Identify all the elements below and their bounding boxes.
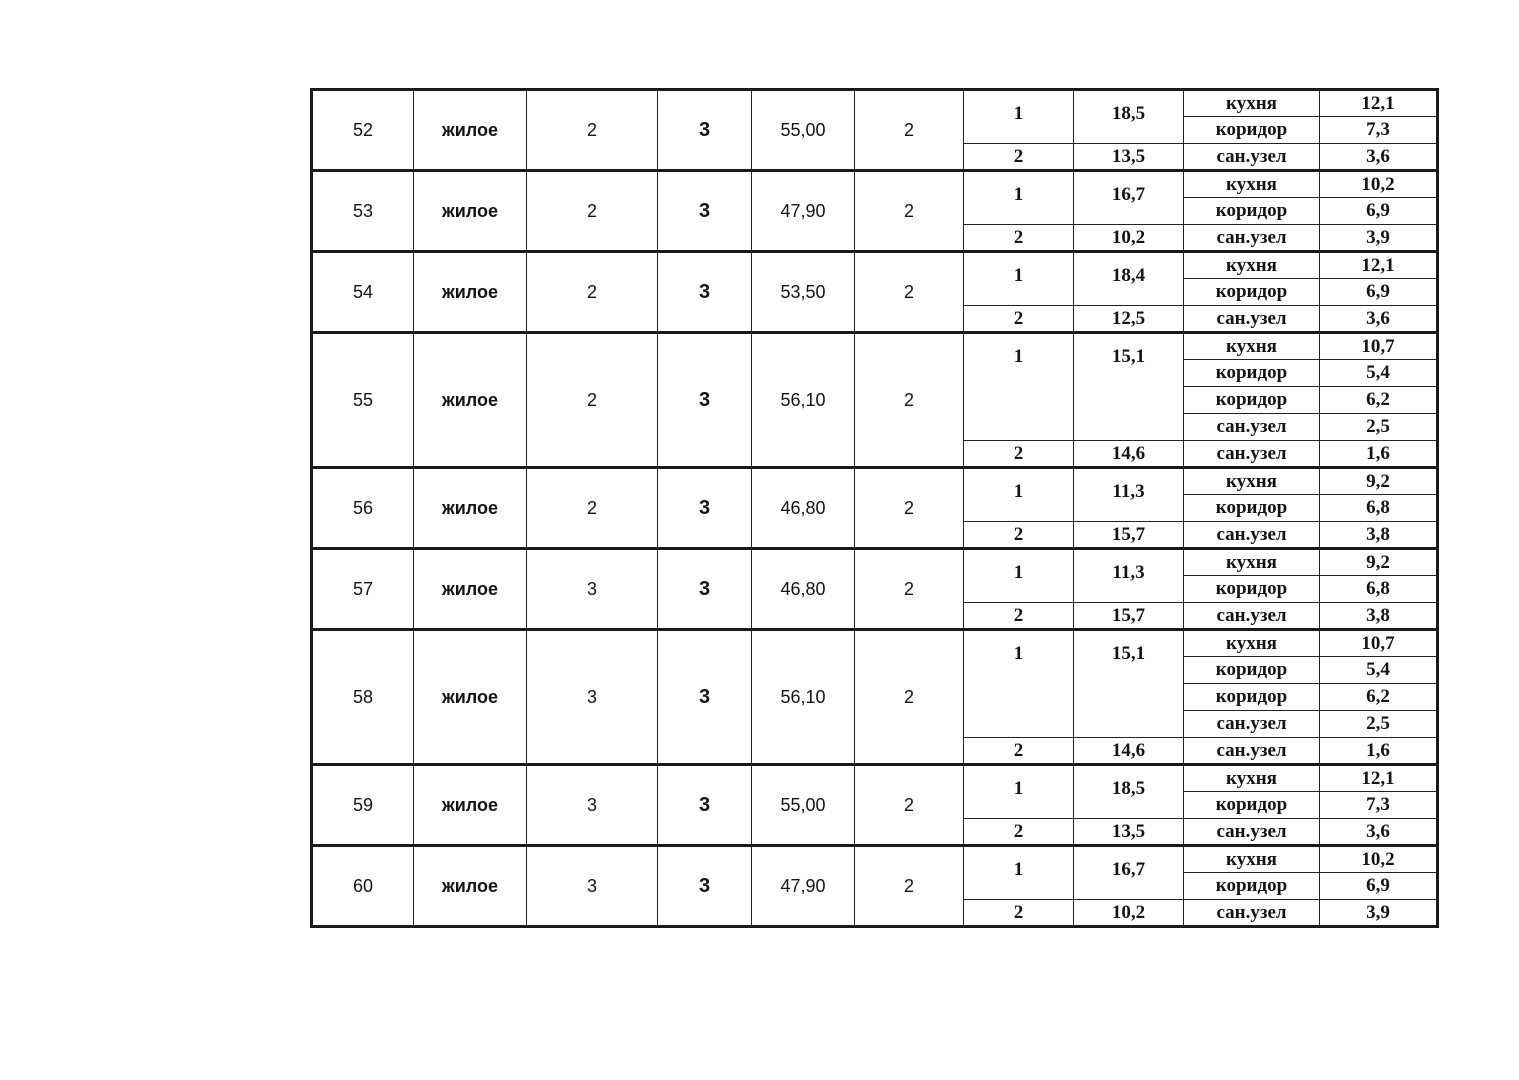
room-number: 2 (964, 900, 1074, 927)
entrance-cell: 3 (658, 846, 752, 927)
aux-room-name: сан.узел (1184, 144, 1320, 171)
table-row (312, 630, 1438, 657)
aux-room-name: кухня (1184, 468, 1320, 495)
aux-room-area: 9,2 (1320, 549, 1438, 576)
rooms-count-cell: 2 (855, 630, 964, 765)
aux-room-area: 10,7 (1320, 333, 1438, 360)
room-area: 18,5 (1074, 765, 1184, 819)
aux-room-area: 3,8 (1320, 603, 1438, 630)
aux-room-name: кухня (1184, 765, 1320, 792)
apartment-type: жилое (414, 90, 527, 171)
aux-room-area: 6,9 (1320, 198, 1438, 225)
entrance-cell: 3 (658, 333, 752, 468)
entrance-cell: 3 (658, 171, 752, 252)
apartment-group (312, 468, 1438, 549)
total-area-cell: 47,90 (752, 846, 855, 927)
apartment-group (312, 630, 1438, 765)
aux-room-name: кухня (1184, 846, 1320, 873)
aux-room-name: сан.узел (1184, 225, 1320, 252)
room-number: 1 (964, 90, 1074, 144)
room-number: 1 (964, 468, 1074, 522)
aux-room-area: 9,2 (1320, 468, 1438, 495)
apartment-type: жилое (414, 630, 527, 765)
aux-room-area: 5,4 (1320, 360, 1438, 387)
floor-cell: 3 (527, 630, 658, 765)
room-area: 15,7 (1074, 522, 1184, 549)
aux-room-name: сан.узел (1184, 711, 1320, 738)
table-row (312, 171, 1438, 198)
total-area-cell: 55,00 (752, 90, 855, 171)
total-area-cell: 55,00 (752, 765, 855, 846)
aux-room-name: кухня (1184, 252, 1320, 279)
aux-room-area: 6,2 (1320, 684, 1438, 711)
room-number: 1 (964, 846, 1074, 900)
room-area: 15,7 (1074, 603, 1184, 630)
entrance-cell: 3 (658, 468, 752, 549)
aux-room-name: кухня (1184, 333, 1320, 360)
apartment-type: жилое (414, 549, 527, 630)
aux-room-name: коридор (1184, 279, 1320, 306)
room-area: 15,1 (1074, 333, 1184, 441)
rooms-count-cell: 2 (855, 468, 964, 549)
rooms-count-cell: 2 (855, 846, 964, 927)
apartment-number: 54 (312, 252, 414, 333)
aux-room-name: сан.узел (1184, 603, 1320, 630)
apartment-number: 58 (312, 630, 414, 765)
aux-room-name: коридор (1184, 576, 1320, 603)
aux-room-name: коридор (1184, 198, 1320, 225)
total-area-cell: 46,80 (752, 468, 855, 549)
aux-room-name: кухня (1184, 171, 1320, 198)
table-row (312, 765, 1438, 792)
rooms-count-cell: 2 (855, 765, 964, 846)
floor-cell: 3 (527, 549, 658, 630)
aux-room-name: коридор (1184, 657, 1320, 684)
aux-room-name: сан.узел (1184, 819, 1320, 846)
room-area: 14,6 (1074, 441, 1184, 468)
floor-cell: 2 (527, 333, 658, 468)
room-number: 1 (964, 765, 1074, 819)
aux-room-area: 3,9 (1320, 225, 1438, 252)
apartment-type: жилое (414, 333, 527, 468)
apartment-group (312, 333, 1438, 468)
entrance-cell: 3 (658, 90, 752, 171)
aux-room-name: сан.узел (1184, 306, 1320, 333)
entrance-cell: 3 (658, 252, 752, 333)
room-number: 1 (964, 171, 1074, 225)
entrance-cell: 3 (658, 630, 752, 765)
apartment-number: 53 (312, 171, 414, 252)
rooms-count-cell: 2 (855, 549, 964, 630)
aux-room-name: сан.узел (1184, 522, 1320, 549)
entrance-cell: 3 (658, 765, 752, 846)
aux-room-name: сан.узел (1184, 738, 1320, 765)
apartment-number: 60 (312, 846, 414, 927)
aux-room-area: 3,6 (1320, 144, 1438, 171)
room-area: 13,5 (1074, 144, 1184, 171)
apartment-group (312, 765, 1438, 846)
apartment-group (312, 252, 1438, 333)
apartment-type: жилое (414, 252, 527, 333)
room-area: 11,3 (1074, 549, 1184, 603)
room-area: 16,7 (1074, 846, 1184, 900)
total-area-cell: 56,10 (752, 333, 855, 468)
entrance-cell: 3 (658, 549, 752, 630)
room-area: 14,6 (1074, 738, 1184, 765)
room-area: 10,2 (1074, 225, 1184, 252)
aux-room-area: 2,5 (1320, 711, 1438, 738)
total-area-cell: 47,90 (752, 171, 855, 252)
apartment-group (312, 549, 1438, 630)
room-area: 12,5 (1074, 306, 1184, 333)
aux-room-area: 7,3 (1320, 117, 1438, 144)
aux-room-area: 10,7 (1320, 630, 1438, 657)
apartment-number: 56 (312, 468, 414, 549)
room-number: 2 (964, 306, 1074, 333)
table-row (312, 333, 1438, 360)
aux-room-area: 1,6 (1320, 441, 1438, 468)
floor-cell: 2 (527, 171, 658, 252)
aux-room-area: 1,6 (1320, 738, 1438, 765)
floor-cell: 2 (527, 90, 658, 171)
floor-cell: 2 (527, 468, 658, 549)
aux-room-name: кухня (1184, 630, 1320, 657)
aux-room-name: коридор (1184, 495, 1320, 522)
aux-room-area: 7,3 (1320, 792, 1438, 819)
room-number: 1 (964, 333, 1074, 441)
aux-room-area: 6,9 (1320, 873, 1438, 900)
apartment-number: 55 (312, 333, 414, 468)
aux-room-area: 12,1 (1320, 252, 1438, 279)
apartment-type: жилое (414, 846, 527, 927)
aux-room-area: 3,6 (1320, 306, 1438, 333)
apartment-group (312, 846, 1438, 927)
aux-room-area: 10,2 (1320, 171, 1438, 198)
aux-room-area: 3,8 (1320, 522, 1438, 549)
table-row (312, 252, 1438, 279)
aux-room-area: 12,1 (1320, 90, 1438, 117)
apartment-group (312, 90, 1438, 171)
room-number: 2 (964, 738, 1074, 765)
aux-room-area: 6,9 (1320, 279, 1438, 306)
table-row (312, 468, 1438, 495)
rooms-count-cell: 2 (855, 171, 964, 252)
aux-room-area: 6,8 (1320, 495, 1438, 522)
table-row (312, 90, 1438, 117)
aux-room-name: коридор (1184, 360, 1320, 387)
room-area: 18,5 (1074, 90, 1184, 144)
room-number: 2 (964, 441, 1074, 468)
total-area-cell: 53,50 (752, 252, 855, 333)
aux-room-name: кухня (1184, 549, 1320, 576)
rooms-count-cell: 2 (855, 252, 964, 333)
aux-room-area: 2,5 (1320, 414, 1438, 441)
room-area: 11,3 (1074, 468, 1184, 522)
aux-room-area: 5,4 (1320, 657, 1438, 684)
apartment-table (310, 88, 1439, 928)
total-area-cell: 56,10 (752, 630, 855, 765)
apartment-type: жилое (414, 765, 527, 846)
floor-cell: 2 (527, 252, 658, 333)
aux-room-area: 3,6 (1320, 819, 1438, 846)
apartment-number: 52 (312, 90, 414, 171)
aux-room-area: 12,1 (1320, 765, 1438, 792)
room-number: 1 (964, 252, 1074, 306)
apartment-number: 57 (312, 549, 414, 630)
aux-room-name: коридор (1184, 387, 1320, 414)
aux-room-name: кухня (1184, 90, 1320, 117)
aux-room-name: сан.узел (1184, 900, 1320, 927)
aux-room-name: коридор (1184, 792, 1320, 819)
rooms-count-cell: 2 (855, 333, 964, 468)
floor-cell: 3 (527, 765, 658, 846)
room-number: 2 (964, 225, 1074, 252)
aux-room-area: 3,9 (1320, 900, 1438, 927)
aux-room-name: коридор (1184, 117, 1320, 144)
apartment-number: 59 (312, 765, 414, 846)
aux-room-area: 10,2 (1320, 846, 1438, 873)
aux-room-name: сан.узел (1184, 441, 1320, 468)
aux-room-name: коридор (1184, 684, 1320, 711)
apartment-type: жилое (414, 171, 527, 252)
aux-room-name: коридор (1184, 873, 1320, 900)
room-area: 10,2 (1074, 900, 1184, 927)
room-number: 1 (964, 630, 1074, 738)
total-area-cell: 46,80 (752, 549, 855, 630)
aux-room-area: 6,2 (1320, 387, 1438, 414)
room-area: 15,1 (1074, 630, 1184, 738)
aux-room-area: 6,8 (1320, 576, 1438, 603)
apartment-type: жилое (414, 468, 527, 549)
rooms-count-cell: 2 (855, 90, 964, 171)
room-area: 18,4 (1074, 252, 1184, 306)
room-area: 13,5 (1074, 819, 1184, 846)
room-area: 16,7 (1074, 171, 1184, 225)
room-number: 2 (964, 144, 1074, 171)
table-row (312, 846, 1438, 873)
apartment-group (312, 171, 1438, 252)
floor-cell: 3 (527, 846, 658, 927)
room-number: 1 (964, 549, 1074, 603)
room-number: 2 (964, 522, 1074, 549)
room-number: 2 (964, 819, 1074, 846)
table-row (312, 549, 1438, 576)
room-number: 2 (964, 603, 1074, 630)
aux-room-name: сан.узел (1184, 414, 1320, 441)
